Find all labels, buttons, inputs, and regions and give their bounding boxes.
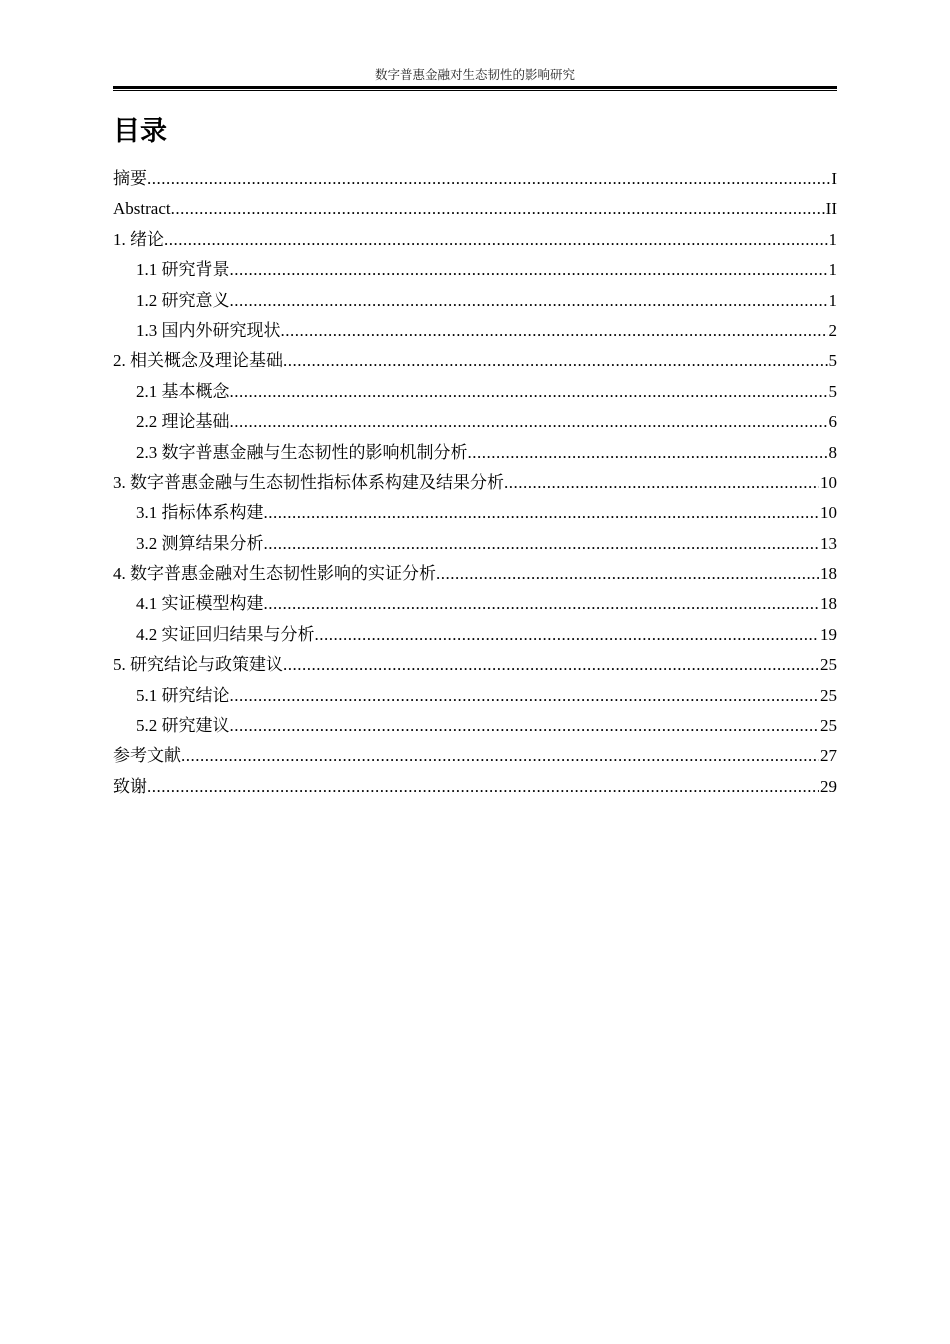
dot-leader (264, 498, 820, 528)
dot-leader (230, 681, 820, 711)
toc-entry-title: 致谢 (113, 776, 147, 796)
toc-entry-title: 3.2 测算结果分析 (136, 533, 264, 553)
toc-entry-page: 18 (820, 594, 837, 614)
toc-entry-title: 4. 数字普惠金融对生态韧性影响的实证分析 (113, 564, 436, 584)
dot-leader (230, 255, 828, 285)
toc-entry-section-1-2[interactable] (113, 286, 837, 316)
toc-entry-abstract-cn[interactable] (113, 164, 837, 194)
running-header: 数字普惠金融对生态韧性的影响研究 (374, 68, 575, 82)
toc-entry-page: 8 (828, 442, 837, 462)
toc-entry-page: 18 (820, 564, 837, 584)
dot-leader (264, 589, 820, 619)
toc-entry-page: I (831, 169, 837, 188)
dot-leader (264, 529, 820, 559)
dot-leader (468, 438, 828, 468)
toc-entry-section-3-1[interactable] (113, 498, 837, 528)
toc-entry-title: 1. 绪论 (113, 229, 164, 249)
dot-leader (164, 225, 828, 255)
toc-entry-section-1-1[interactable] (113, 255, 837, 285)
toc-entry-title: 2. 相关概念及理论基础 (113, 351, 283, 371)
toc-entry-title: 4.1 实证模型构建 (136, 594, 264, 614)
toc-entry-section-4-1[interactable] (113, 589, 837, 619)
toc-entry-references[interactable] (113, 741, 837, 771)
toc-entry-page: 25 (820, 655, 837, 675)
toc-entry-title: 4.2 实证回归结果与分析 (136, 624, 315, 644)
toc-entry-section-4-2[interactable] (113, 620, 837, 650)
header-rule-thin (113, 90, 837, 91)
toc-entry-chapter-2[interactable] (113, 346, 837, 376)
toc-entry-section-3-2[interactable] (113, 529, 837, 559)
toc-entry-title: 5. 研究结论与政策建议 (113, 655, 283, 675)
table-of-contents (113, 164, 837, 802)
toc-entry-acknowledgements[interactable] (113, 772, 837, 802)
toc-title: 目录 (113, 116, 167, 147)
dot-leader (147, 772, 819, 802)
toc-entry-title: 3. 数字普惠金融与生态韧性指标体系构建及结果分析 (113, 472, 504, 492)
dot-leader (230, 377, 828, 407)
dot-leader (230, 711, 820, 741)
header-rule-thick (113, 86, 837, 89)
toc-entry-section-2-3[interactable] (113, 438, 837, 468)
toc-entry-title: 5.1 研究结论 (136, 685, 230, 705)
toc-entry-chapter-5[interactable] (113, 650, 837, 680)
toc-entry-page: 6 (828, 412, 837, 432)
toc-entry-page: 13 (820, 533, 837, 553)
toc-entry-title: 1.1 研究背景 (136, 260, 230, 280)
toc-entry-page: 27 (820, 746, 837, 766)
toc-entry-page: 10 (820, 503, 837, 523)
toc-entry-title: 参考文献 (113, 746, 181, 766)
toc-entry-title: 2.1 基本概念 (136, 381, 230, 401)
dot-leader (283, 650, 819, 680)
toc-entry-title: 1.2 研究意义 (136, 290, 230, 310)
dot-leader (281, 316, 828, 346)
dot-leader (283, 346, 828, 376)
dot-leader (171, 194, 825, 224)
toc-entry-chapter-1[interactable] (113, 225, 837, 255)
toc-entry-page: 1 (828, 260, 837, 280)
toc-entry-page: 1 (828, 229, 837, 249)
toc-entry-page: 25 (820, 716, 837, 736)
toc-entry-page: 5 (828, 381, 837, 401)
toc-entry-title: 5.2 研究建议 (136, 716, 230, 736)
toc-entry-section-5-1[interactable] (113, 681, 837, 711)
toc-entry-section-1-3[interactable] (113, 316, 837, 346)
toc-entry-page: 1 (828, 290, 837, 310)
toc-entry-title: 1.3 国内外研究现状 (136, 320, 281, 340)
toc-entry-section-2-2[interactable] (113, 407, 837, 437)
dot-leader (147, 164, 830, 194)
dot-leader (230, 407, 828, 437)
toc-entry-page: 5 (828, 351, 837, 371)
toc-entry-title: 3.1 指标体系构建 (136, 503, 264, 523)
dot-leader (230, 286, 828, 316)
toc-entry-section-5-2[interactable] (113, 711, 837, 741)
dot-leader (315, 620, 820, 650)
dot-leader (436, 559, 819, 589)
toc-entry-title: 2.2 理论基础 (136, 412, 230, 432)
toc-entry-chapter-3[interactable] (113, 468, 837, 498)
dot-leader (181, 741, 819, 771)
toc-entry-title: 摘要 (113, 169, 147, 188)
toc-entry-title: 2.3 数字普惠金融与生态韧性的影响机制分析 (136, 442, 468, 462)
toc-entry-abstract-en[interactable] (113, 194, 837, 224)
toc-entry-section-2-1[interactable] (113, 377, 837, 407)
toc-entry-page: 29 (820, 776, 837, 796)
toc-entry-chapter-4[interactable] (113, 559, 837, 589)
dot-leader (504, 468, 819, 498)
toc-entry-page: 2 (828, 320, 837, 340)
toc-entry-title: Abstract (113, 199, 171, 219)
toc-entry-page: 19 (820, 624, 837, 644)
toc-entry-page: 10 (820, 472, 837, 492)
toc-entry-page: 25 (820, 685, 837, 705)
toc-entry-page: II (825, 199, 837, 219)
